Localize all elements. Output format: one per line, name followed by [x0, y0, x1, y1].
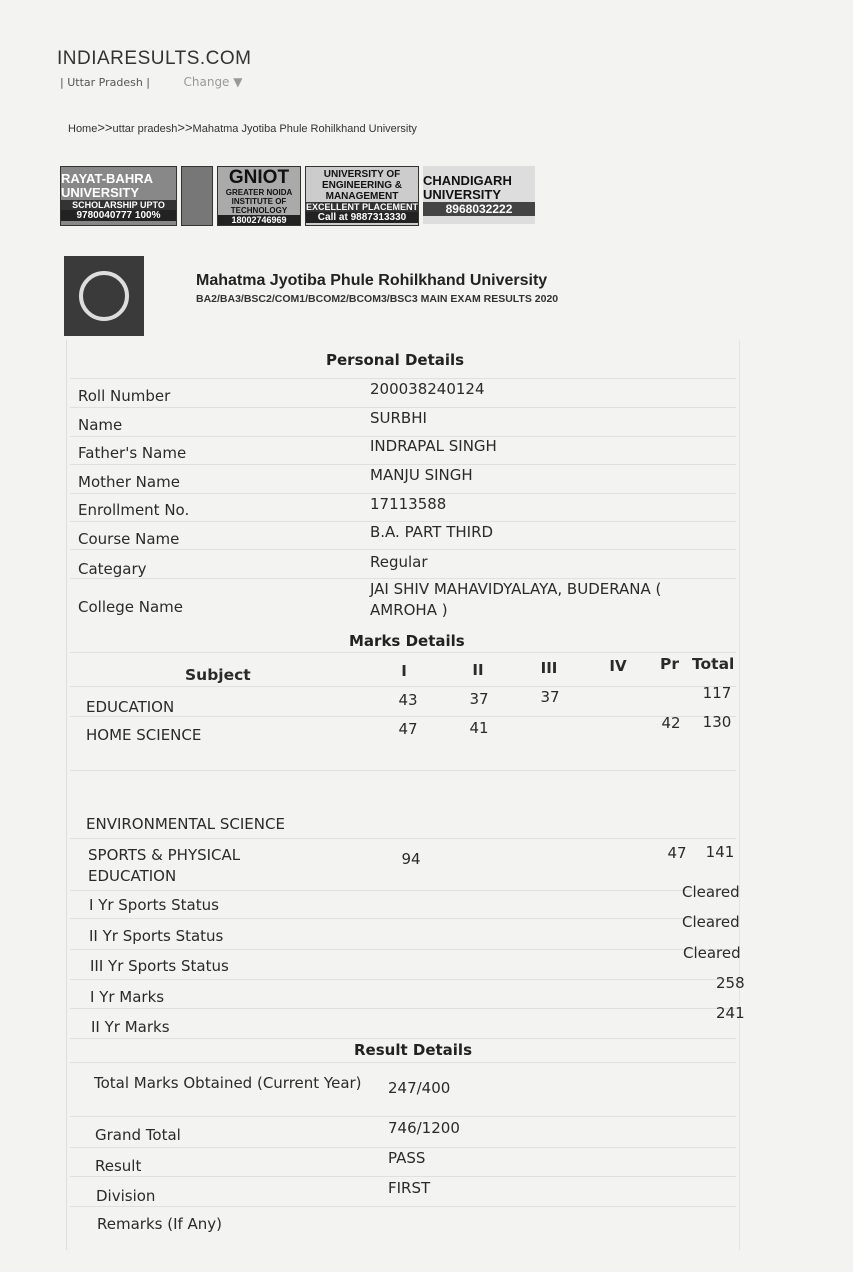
- value-grand-total: 746/1200: [388, 1119, 460, 1137]
- change-state-link[interactable]: Change ▼: [183, 75, 243, 89]
- label-enrollment-no: Enrollment No.: [78, 501, 190, 519]
- col-header-total: Total: [692, 655, 735, 673]
- ad-tagline: EXCELLENT PLACEMENT: [306, 202, 419, 212]
- label-total-marks: Total Marks Obtained (Current Year): [94, 1074, 362, 1092]
- divider: [70, 949, 736, 950]
- label-grand-total: Grand Total: [95, 1126, 181, 1144]
- divider: [70, 1147, 736, 1148]
- state-label: | Uttar Pradesh |: [60, 76, 150, 89]
- divider: [70, 1206, 736, 1207]
- status-value: 258: [716, 974, 745, 992]
- value-course-name: B.A. PART THIRD: [370, 523, 494, 541]
- status-label: I Yr Sports Status: [89, 896, 219, 914]
- ad-title: RAYAT-BAHRA UNIVERSITY: [61, 170, 153, 200]
- divider: [70, 493, 736, 494]
- status-value: Cleared: [683, 944, 741, 962]
- breadcrumb-separator: >>: [97, 120, 113, 135]
- col-header-i: I: [401, 662, 407, 680]
- ad-banner-strip: [60, 166, 535, 228]
- divider: [70, 838, 736, 839]
- value-father-name: INDRAPAL SINGH: [370, 437, 497, 455]
- divider: [70, 716, 736, 717]
- subject-name: EDUCATION: [86, 698, 175, 716]
- value-total-marks: 247/400: [388, 1079, 451, 1097]
- value-division: FIRST: [388, 1179, 431, 1197]
- gniot-logo-icon: [181, 166, 213, 226]
- site-logo[interactable]: INDIARESULTS.COM: [57, 48, 252, 69]
- divider: [70, 407, 736, 408]
- ad-tagline: SCHOLARSHIP UPTO: [61, 200, 176, 210]
- emblem-icon: [79, 271, 129, 321]
- mark-total: 117: [702, 684, 732, 702]
- divider: [70, 686, 736, 687]
- subject-name: HOME SCIENCE: [86, 726, 202, 744]
- value-mother-name: MANJU SINGH: [370, 466, 473, 484]
- mark-i: 43: [398, 691, 418, 709]
- value-college-name: JAI SHIV MAHAVIDYALAYA, BUDERANA ( AMROHA ): [370, 580, 662, 619]
- divider: [70, 378, 736, 379]
- divider: [70, 1176, 736, 1177]
- label-course-name: Course Name: [78, 530, 180, 548]
- mark-i: 47: [398, 720, 418, 738]
- divider: [70, 652, 736, 653]
- ad-title: UNIVERSITY OF ENGINEERING & MANAGEMENT: [321, 169, 402, 202]
- col-header-pr: Pr: [660, 655, 680, 673]
- divider: [70, 521, 736, 522]
- ad-phone: Call at 9887313330: [306, 212, 418, 223]
- divider: [70, 1062, 736, 1063]
- status-label: II Yr Marks: [91, 1018, 170, 1036]
- ad-phone: 9780040777 100%: [61, 210, 176, 221]
- ad-gniot[interactable]: [217, 166, 301, 226]
- col-header-iii: III: [540, 659, 558, 677]
- mark-total: 130: [702, 713, 732, 731]
- breadcrumb: [68, 120, 417, 135]
- mark-pr: 47: [667, 844, 687, 862]
- ad-title: GNIOT: [228, 166, 290, 188]
- divider: [70, 1008, 736, 1009]
- value-result: PASS: [388, 1149, 426, 1167]
- divider: [70, 1116, 736, 1117]
- value-enrollment-no: 17113588: [370, 495, 447, 513]
- col-header-iv: IV: [609, 657, 627, 675]
- mark-pr: 42: [661, 714, 681, 732]
- label-father-name: Father's Name: [78, 444, 187, 462]
- divider: [70, 770, 736, 771]
- status-value: Cleared: [682, 883, 740, 901]
- personal-details-title: Personal Details: [326, 351, 465, 369]
- label-name: Name: [78, 416, 123, 434]
- divider: [70, 464, 736, 465]
- exam-title: BA2/BA3/BSC2/COM1/BCOM2/BCOM3/BSC3 MAIN EXAM RESULTS 2020: [196, 293, 559, 305]
- mark-iii: 37: [540, 688, 560, 706]
- label-mother-name: Mother Name: [78, 473, 180, 491]
- divider: [70, 1038, 736, 1039]
- status-label: III Yr Sports Status: [90, 957, 229, 975]
- state-selector: [60, 75, 243, 89]
- ad-phone: 18002746969: [218, 215, 300, 225]
- status-value: 241: [716, 1004, 745, 1022]
- breadcrumb-university[interactable]: Mahatma Jyotiba Phule Rohilkhand University: [192, 123, 417, 135]
- divider: [70, 549, 736, 550]
- label-roll-number: Roll Number: [78, 387, 171, 405]
- breadcrumb-home[interactable]: Home: [68, 123, 98, 135]
- value-category: Regular: [370, 553, 428, 571]
- university-name: Mahatma Jyotiba Phule Rohilkhand University: [196, 272, 548, 289]
- value-roll-number: 200038240124: [370, 380, 485, 398]
- status-value: Cleared: [682, 913, 740, 931]
- label-category: Categary: [78, 560, 147, 578]
- col-header-ii: II: [472, 661, 484, 679]
- breadcrumb-separator: >>: [177, 120, 193, 135]
- university-logo: [64, 256, 144, 336]
- col-header-subject: Subject: [185, 666, 251, 684]
- value-name: SURBHI: [370, 409, 427, 427]
- label-result: Result: [95, 1157, 142, 1175]
- ad-rayat-bahra[interactable]: [60, 166, 177, 226]
- marks-details-title: Marks Details: [349, 632, 465, 650]
- status-label: II Yr Sports Status: [89, 927, 224, 945]
- status-label: I Yr Marks: [90, 988, 165, 1006]
- ad-phone: 8968032222: [423, 202, 535, 216]
- mark-total: 141: [705, 843, 735, 861]
- label-college-name: College Name: [78, 598, 183, 616]
- ad-title: CHANDIGARH UNIVERSITY: [423, 173, 512, 202]
- ad-chandigarh[interactable]: [423, 166, 535, 224]
- subject-name: ENVIRONMENTAL SCIENCE: [86, 815, 285, 833]
- label-remarks: Remarks (If Any): [97, 1215, 223, 1233]
- ad-uem[interactable]: [305, 166, 419, 226]
- result-details-title: Result Details: [354, 1041, 472, 1059]
- mark-ii: 41: [469, 719, 489, 737]
- divider: [70, 979, 736, 980]
- label-division: Division: [96, 1187, 156, 1205]
- divider: [70, 890, 736, 891]
- divider: [70, 918, 736, 919]
- mark-i: 94: [401, 850, 421, 868]
- ad-tagline: GREATER NOIDA INSTITUTE OF TECHNOLOGY: [225, 187, 293, 215]
- mark-ii: 37: [469, 690, 489, 708]
- subject-name: SPORTS & PHYSICAL EDUCATION: [88, 846, 241, 885]
- breadcrumb-state[interactable]: uttar pradesh: [112, 123, 178, 135]
